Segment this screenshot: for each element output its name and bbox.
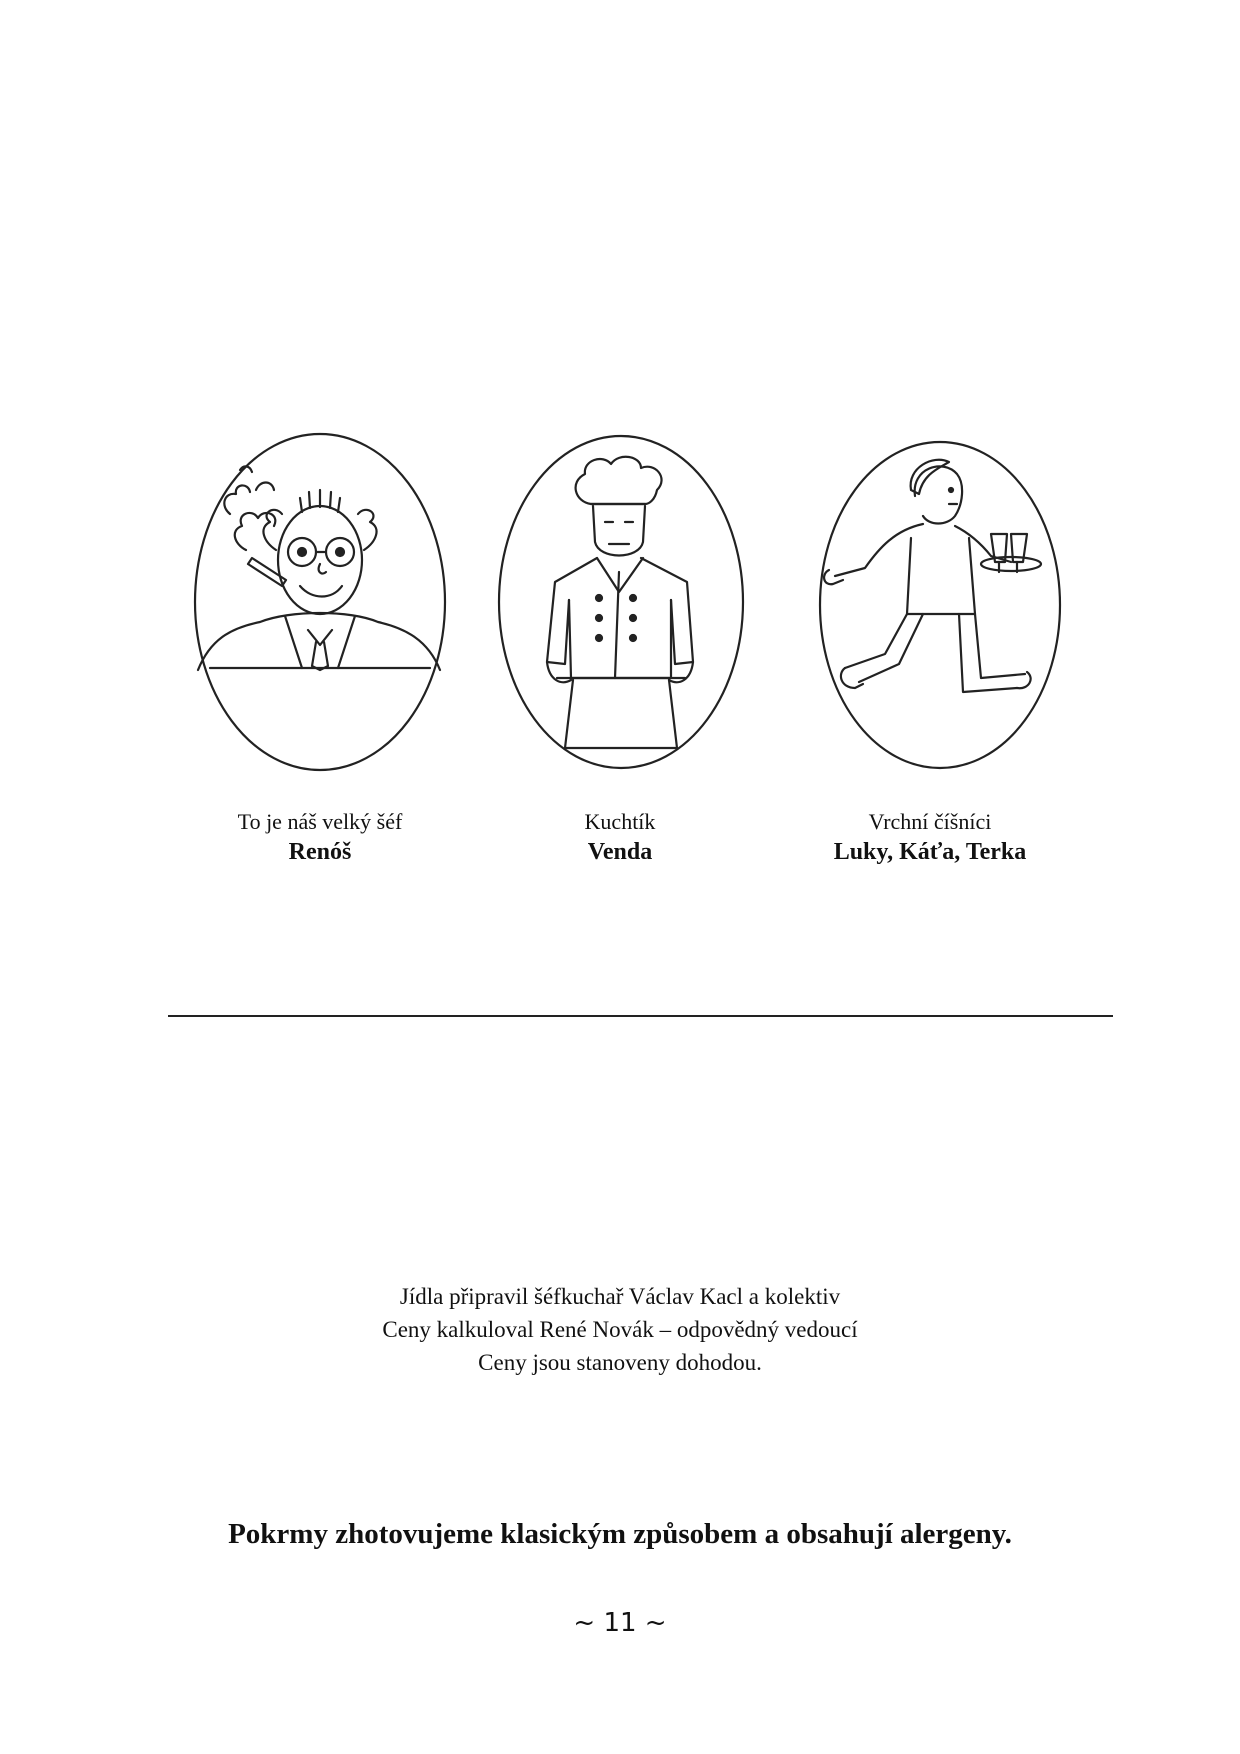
portrait-chef	[495, 432, 747, 772]
staff-name: Luky, Káťa, Terka	[833, 839, 1027, 865]
staff-role: Kuchtík	[584, 809, 656, 834]
credits-line-prices: Ceny kalkuloval René Novák – odpovědný vedoucí	[382, 1317, 858, 1342]
staff-name: Venda	[587, 839, 653, 865]
waiter-icon	[815, 438, 1065, 773]
portrait-waiter	[815, 438, 1065, 773]
chef-icon	[495, 432, 747, 772]
portrait-boss	[190, 430, 450, 775]
credits-line-agreement: Ceny jsou stanoveny dohodou.	[478, 1350, 762, 1375]
staff-caption-boss	[160, 808, 480, 868]
horizontal-divider	[168, 1015, 1113, 1017]
credits-block	[0, 1280, 1240, 1379]
staff-caption-chef	[460, 808, 780, 868]
staff-caption-waiters	[770, 808, 1090, 868]
staff-name: Renóš	[288, 839, 352, 865]
boss-with-cigar-icon	[190, 430, 450, 775]
credits-line-cook: Jídla připravil šéfkuchař Václav Kacl a kolektiv	[399, 1284, 841, 1309]
allergen-notice: Pokrmy zhotovujeme klasickým způsobem a obsahují alergeny.	[228, 1518, 1012, 1550]
staff-role: To je náš velký šéf	[237, 809, 403, 834]
page-number: ~ 11 ~	[573, 1608, 667, 1638]
staff-role: Vrchní číšníci	[868, 809, 992, 834]
